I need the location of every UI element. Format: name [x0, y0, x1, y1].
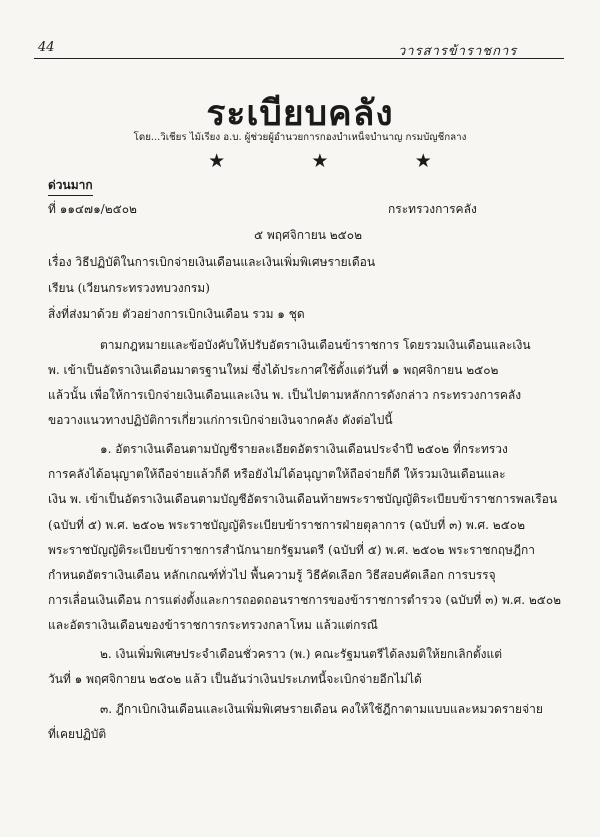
page-title: ระเบียบคลัง	[206, 93, 394, 134]
body-line: ตามกฎหมายและข้อบังคับให้ปรับอัตราเงินเดือนข้าราชการ โดยรวมเงินเดือนและเงิน	[100, 338, 531, 352]
body-line: กำหนดอัตราเงินเดือน หลักเกณฑ์ทั่วไป พื้นความรู้ วิธีคัดเลือก วิธีสอบคัดเลือก การบรรจุ	[48, 568, 496, 582]
body-line: แล้วนั้น เพื่อให้การเบิกจ่ายเงินเดือนและเงิน พ. เป็นไปตามหลักการดังกล่าว กระทรวงการคลัง	[48, 388, 522, 402]
body-line: พระราชบัญญัติระเบียบข้าราชการสำนักนายกรัฐมนตรี (ฉบับที่ ๕) พ.ศ. ๒๕๐๒ พระราชกฤษฎีกา	[48, 543, 536, 557]
page-number: 44	[38, 40, 55, 55]
body-line: ๑. อัตราเงินเดือนตามบัญชีรายละเอียดอัตราเงินเดือนประจำปี ๒๕๐๒ ที่กระทรวง	[100, 442, 508, 456]
body-line: และอัตราเงินเดือนของข้าราชการกระทรวงกลาโหม แล้วแต่กรณี	[48, 618, 378, 632]
body-line: เงิน พ. เข้าเป็นอัตราเงินเดือนตามบัญชีอัตราเงินเดือนท้ายพระราชบัญญัติระเบียบข้าราชการพลเรือน	[48, 492, 558, 506]
letter-recipient: เรียน (เวียนกระทรวงทบวงกรม)	[48, 281, 210, 295]
urgency-label: ด่วนมาก	[48, 176, 93, 196]
body-line: การคลังได้อนุญาตให้ถือจ่ายแล้วก็ดี หรือยังไม่ได้อนุญาตให้ถือจ่ายก็ดี ให้รวมเงินเดือนและ	[48, 467, 506, 481]
letter-subject: เรื่อง วิธีปฏิบัติในการเบิกจ่ายเงินเดือนและเงินเพิ่มพิเศษรายเดือน	[48, 255, 376, 269]
body-line: พ. เข้าเป็นอัตราเงินเดือนมาตรฐานใหม่ ซึ่งได้ประกาศใช้ตั้งแต่วันที่ ๑ พฤศจิกายน ๒๕๐๒	[48, 363, 499, 377]
body-line: (ฉบับที่ ๕) พ.ศ. ๒๕๐๒ พระราชบัญญัติระเบียบข้าราชการฝ่ายตุลาการ (ฉบับที่ ๓) พ.ศ. ๒๕๐๒	[48, 518, 526, 532]
letter-date: ๕ พฤศจิกายน ๒๕๐๒	[254, 228, 362, 242]
body-line: ๓. ฎีกาเบิกเงินเดือนและเงินเพิ่มพิเศษรายเดือน คงให้ใช้ฎีกาตามแบบและหมวดรายจ่าย	[100, 702, 543, 716]
letter-attachment: สิ่งที่ส่งมาด้วย ตัวอย่างการเบิกเงินเดือน รวม ๑ ชุด	[48, 307, 305, 321]
body-line: การเลื่อนเงินเดือน การแต่งตั้งและการถอดถอนราชการของข้าราชการตำรวจ (ฉบับที่ ๓) พ.ศ. ๒๕๐๒	[48, 593, 562, 607]
journal-name: วารสารข้าราชการ	[398, 44, 518, 59]
body-line: ขอวางแนวทางปฏิบัติการเกี่ยวแก่การเบิกจ่ายเงินจากคลัง ดังต่อไปนี้	[48, 413, 393, 427]
body-line: ที่เคยปฏิบัติ	[48, 727, 107, 741]
body-line: ๒. เงินเพิ่มพิเศษประจำเดือนชั่วคราว (พ.) คณะรัฐมนตรีได้ลงมติให้ยกเลิกตั้งแต่	[100, 647, 503, 661]
header-rule	[34, 58, 564, 59]
body-line: วันที่ ๑ พฤศจิกายน ๒๕๐๒ แล้ว เป็นอันว่าเงินประเภทนี้จะเบิกจ่ายอีกไม่ได้	[48, 672, 422, 686]
ministry-name: กระทรวงการคลัง	[388, 202, 477, 216]
reference-number: ที่ ๑๑๔๗๑/๒๕๐๒	[48, 202, 137, 216]
author-byline: โดย...วิเชียร ไม้เรียง อ.บ. ผู้ช่วยผู้อำนวยการกองบำเหน็จบำนาญ กรมบัญชีกลาง	[133, 132, 467, 143]
star-divider: ★ ★ ★	[208, 149, 472, 172]
